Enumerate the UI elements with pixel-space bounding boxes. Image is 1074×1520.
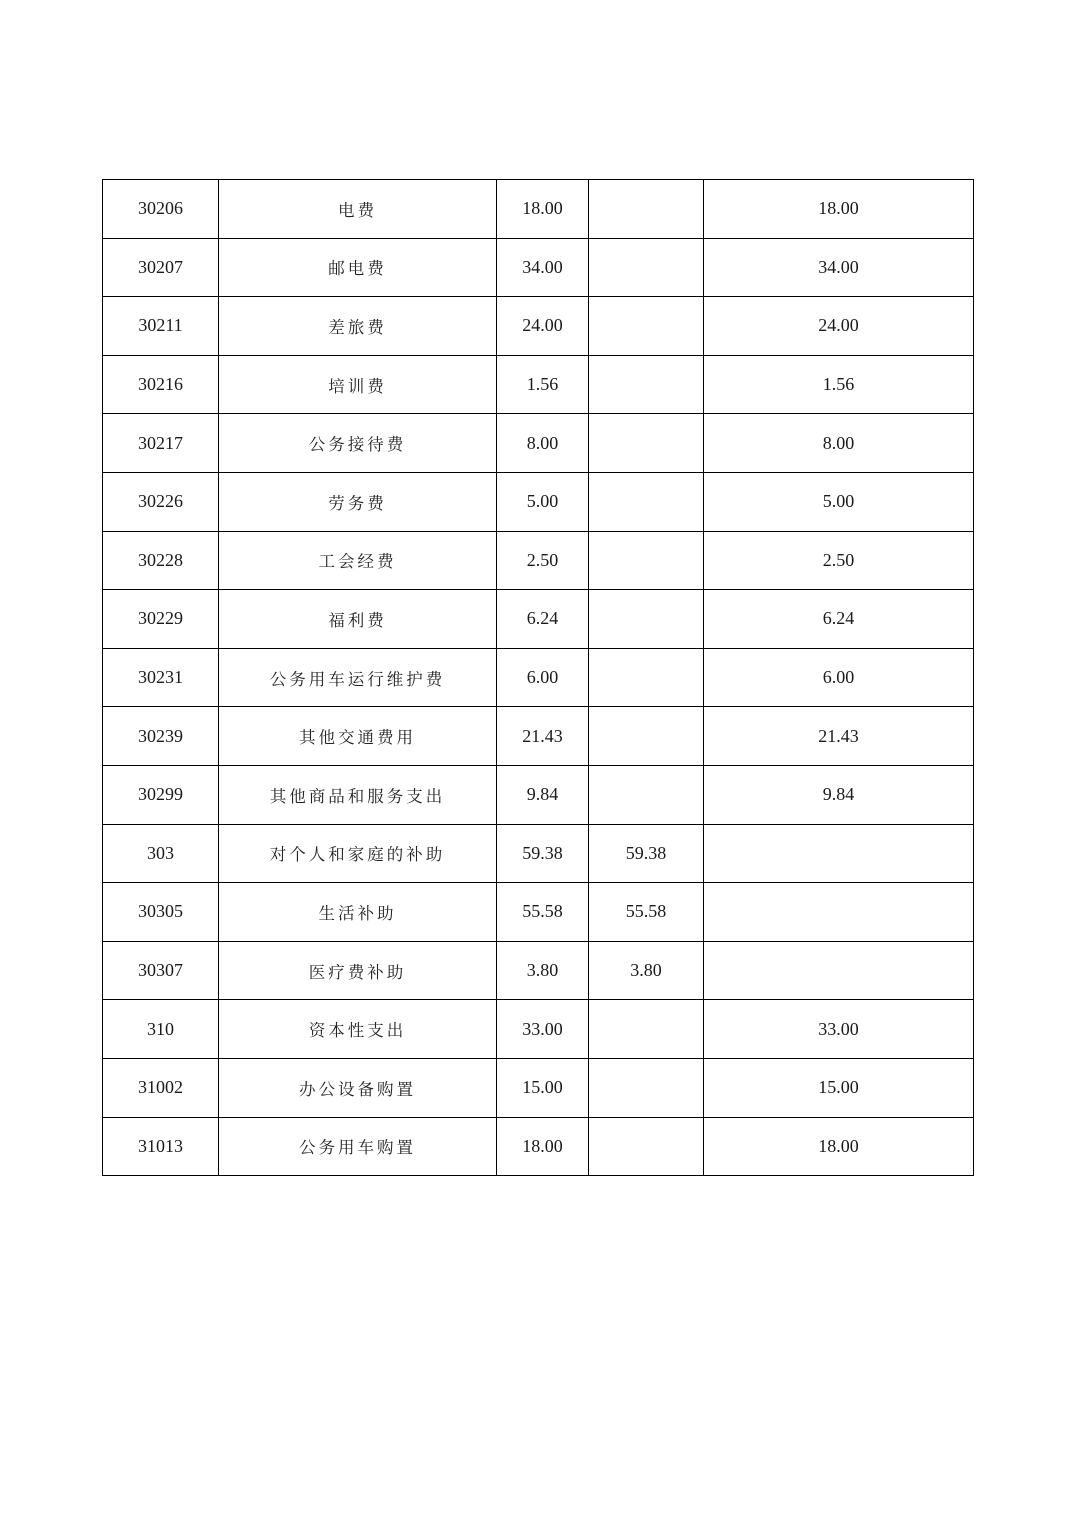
row-name: 电费: [219, 180, 497, 239]
row-name: 办公设备购置: [219, 1058, 497, 1117]
table-row: [103, 531, 974, 590]
row-total: 24.00: [497, 297, 589, 356]
row-basic: [589, 765, 704, 824]
row-basic: [589, 472, 704, 531]
table-row: [103, 472, 974, 531]
expenditure-table: [102, 179, 974, 1176]
row-name: 公务用车购置: [219, 1117, 497, 1176]
row-total: 1.56: [497, 355, 589, 414]
row-project: 9.84: [704, 765, 974, 824]
row-name: 邮电费: [219, 238, 497, 297]
table-row: [103, 590, 974, 649]
row-name: 公务接待费: [219, 414, 497, 473]
row-basic: 55.58: [589, 883, 704, 942]
row-total: 5.00: [497, 472, 589, 531]
table-row: [103, 355, 974, 414]
row-total: 3.80: [497, 941, 589, 1000]
row-total: 18.00: [497, 180, 589, 239]
row-code: 30206: [103, 180, 219, 239]
row-basic: [589, 707, 704, 766]
row-basic: [589, 414, 704, 473]
row-basic: 59.38: [589, 824, 704, 883]
row-project: 5.00: [704, 472, 974, 531]
table-row: [103, 824, 974, 883]
row-name: 工会经费: [219, 531, 497, 590]
row-code: 30229: [103, 590, 219, 649]
row-name: 生活补助: [219, 883, 497, 942]
row-project: 18.00: [704, 1117, 974, 1176]
row-code: 30239: [103, 707, 219, 766]
row-name: 其他商品和服务支出: [219, 765, 497, 824]
row-name: 培训费: [219, 355, 497, 414]
row-project: 24.00: [704, 297, 974, 356]
row-total: 15.00: [497, 1058, 589, 1117]
row-code: 30307: [103, 941, 219, 1000]
row-name: 福利费: [219, 590, 497, 649]
row-basic: 3.80: [589, 941, 704, 1000]
expenditure-table-page: [102, 179, 973, 1176]
row-code: 30216: [103, 355, 219, 414]
row-project: [704, 883, 974, 942]
row-name: 医疗费补助: [219, 941, 497, 1000]
table-row: [103, 765, 974, 824]
row-code: 30207: [103, 238, 219, 297]
table-row: [103, 648, 974, 707]
row-total: 59.38: [497, 824, 589, 883]
row-total: 8.00: [497, 414, 589, 473]
table-row: [103, 297, 974, 356]
row-project: [704, 824, 974, 883]
row-project: 6.00: [704, 648, 974, 707]
row-total: 34.00: [497, 238, 589, 297]
row-total: 2.50: [497, 531, 589, 590]
row-basic: [589, 180, 704, 239]
row-project: 21.43: [704, 707, 974, 766]
row-project: 15.00: [704, 1058, 974, 1117]
row-code: 30305: [103, 883, 219, 942]
row-code: 30231: [103, 648, 219, 707]
row-basic: [589, 531, 704, 590]
row-name: 资本性支出: [219, 1000, 497, 1059]
row-name: 公务用车运行维护费: [219, 648, 497, 707]
row-total: 9.84: [497, 765, 589, 824]
row-basic: [589, 590, 704, 649]
row-basic: [589, 297, 704, 356]
row-project: 2.50: [704, 531, 974, 590]
row-basic: [589, 355, 704, 414]
row-code: 303: [103, 824, 219, 883]
row-name: 差旅费: [219, 297, 497, 356]
table-row: [103, 883, 974, 942]
row-code: 30217: [103, 414, 219, 473]
table-row: [103, 1058, 974, 1117]
row-project: 34.00: [704, 238, 974, 297]
row-name: 劳务费: [219, 472, 497, 531]
table-row: [103, 180, 974, 239]
table-row: [103, 414, 974, 473]
row-project: 33.00: [704, 1000, 974, 1059]
table-row: [103, 941, 974, 1000]
row-total: 6.00: [497, 648, 589, 707]
row-name: 其他交通费用: [219, 707, 497, 766]
row-project: [704, 941, 974, 1000]
row-code: 30211: [103, 297, 219, 356]
row-basic: [589, 238, 704, 297]
row-basic: [589, 648, 704, 707]
row-project: 1.56: [704, 355, 974, 414]
row-total: 18.00: [497, 1117, 589, 1176]
row-project: 8.00: [704, 414, 974, 473]
row-code: 310: [103, 1000, 219, 1059]
row-total: 55.58: [497, 883, 589, 942]
row-project: 6.24: [704, 590, 974, 649]
row-code: 30228: [103, 531, 219, 590]
table-row: [103, 1000, 974, 1059]
row-code: 31013: [103, 1117, 219, 1176]
row-code: 31002: [103, 1058, 219, 1117]
row-total: 21.43: [497, 707, 589, 766]
row-total: 6.24: [497, 590, 589, 649]
row-total: 33.00: [497, 1000, 589, 1059]
table-row: [103, 1117, 974, 1176]
table-row: [103, 238, 974, 297]
table-row: [103, 707, 974, 766]
row-code: 30299: [103, 765, 219, 824]
row-basic: [589, 1000, 704, 1059]
row-name: 对个人和家庭的补助: [219, 824, 497, 883]
row-code: 30226: [103, 472, 219, 531]
row-basic: [589, 1058, 704, 1117]
row-basic: [589, 1117, 704, 1176]
row-project: 18.00: [704, 180, 974, 239]
